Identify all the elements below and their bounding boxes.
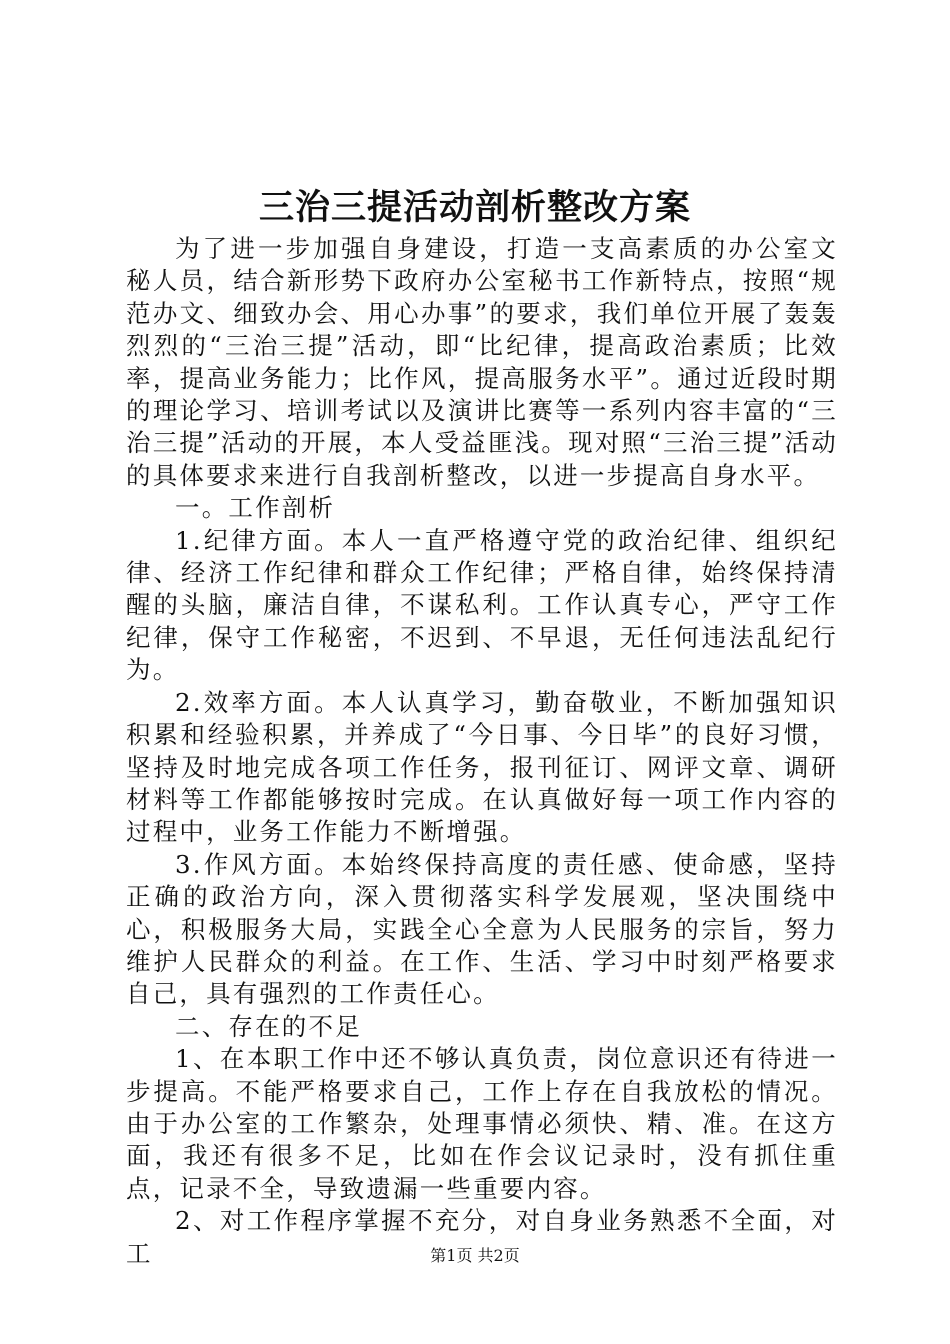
paragraph-discipline: 1.纪律方面。本人一直严格遵守党的政治纪律、组织纪律、经济工作纪律和群众工作纪律；严格自律，始终保持清醒的头脑，廉洁自律，不谋私利。工作认真专心，严守工作纪律，保守工作秘密，不迟到、不早退，无任何违法乱纪行为。 bbox=[126, 525, 838, 685]
page-footer: 第1页 共2页 bbox=[430, 1246, 520, 1265]
paragraph-work-style: 3.作风方面。本始终保持高度的责任感、使命感，坚持正确的政治方向，深入贯彻落实科学发展观，坚决围绕中心，积极服务大局，实践全心全意为人民服务的宗旨，努力维护人民群众的利益。在工作、生活、学习中时刻严格要求自己，具有强烈的工作责任心。 bbox=[126, 849, 838, 1009]
paragraph-intro: 为了进一步加强自身建设，打造一支高素质的办公室文秘人员，结合新形势下政府办公室秘书工作新特点，按照“规范办文、细致办会、用心办事”的要求，我们单位开展了轰轰烈烈的“三治三提”活动，即“比纪律，提高政治素质；比效率，提高业务能力；比作风，提高服务水平”。通过近段时期的理论学习、培训考试以及演讲比赛等一系列内容丰富的“三治三提”活动的开展，本人受益匪浅。现对照“三治三提”活动的具体要求来进行自我剖析整改，以进一步提高自身水平。 bbox=[126, 234, 838, 490]
document-body bbox=[126, 233, 838, 1270]
paragraph-efficiency: 2.效率方面。本人认真学习，勤奋敬业，不断加强知识积累和经验积累，并养成了“今日事、今日毕”的良好习惯，坚持及时地完成各项工作任务，报刊征订、网评文章、调研材料等工作都能够按时完成。在认真做好每一项工作内容的过程中，业务工作能力不断增强。 bbox=[126, 687, 838, 847]
heading-shortcomings: 二、存在的不足 bbox=[175, 1011, 362, 1041]
paragraph-shortcoming-2: 2、对工作程序掌握不充分，对自身业务熟悉不全面，对工 bbox=[126, 1206, 838, 1268]
document-title: 三治三提活动剖析整改方案 bbox=[258, 187, 691, 228]
heading-work-analysis: 一。工作剖析 bbox=[175, 493, 336, 523]
paragraph-shortcoming-1: 1、在本职工作中还不够认真负责，岗位意识还有待进一步提高。不能严格要求自己，工作上存在自我放松的情况。由于办公室的工作繁杂，处理事情必须快、精、准。在这方面，我还有很多不足，比如在作会议记录时，没有抓住重点，记录不全，导致遗漏一些重要内容。 bbox=[126, 1044, 838, 1203]
